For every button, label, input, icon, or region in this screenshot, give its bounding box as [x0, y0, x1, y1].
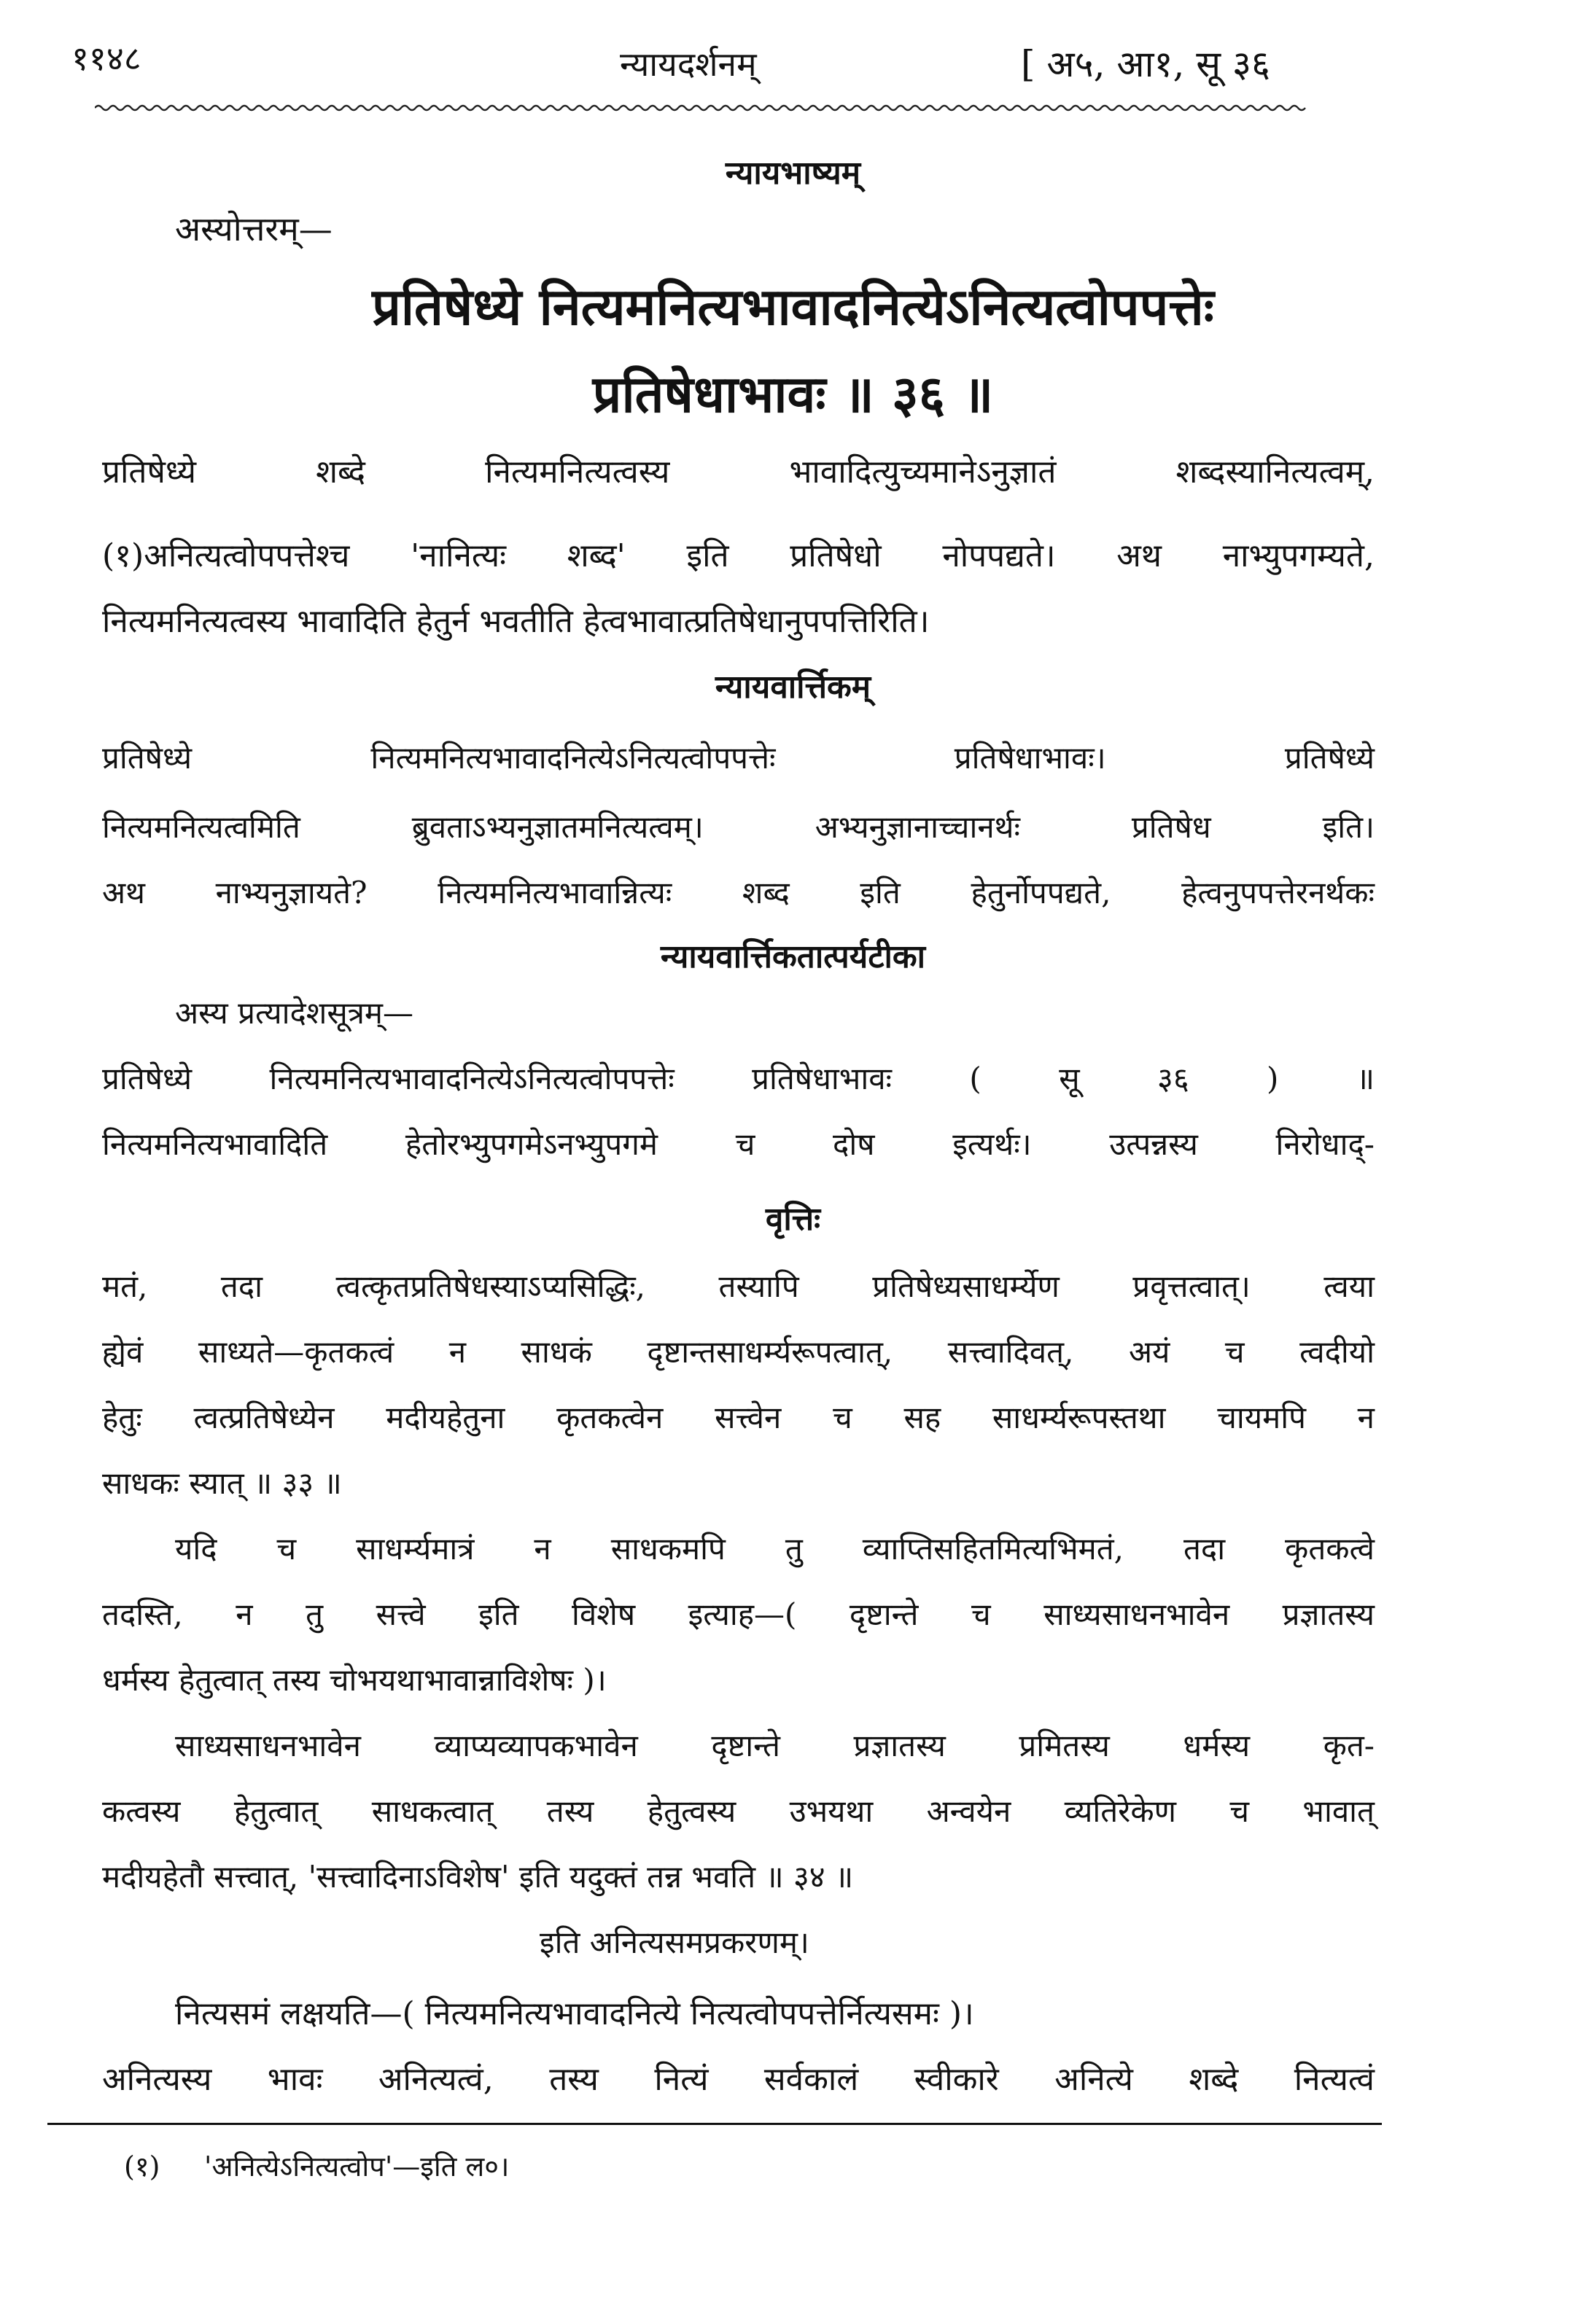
vritti-line: हेतुः त्वत्प्रतिषेध्येन मदीयहेतुना कृतकत्वेन सत्त्वेन च सह साधर्म्यरूपस्तथा चायमपि न: [102, 1400, 1375, 1435]
section-heading-vartika: न्यायवार्त्तिकम्: [715, 668, 871, 706]
vritti-line: तदस्ति, न तु सत्त्वे इति विशेष इत्याह—( दृष्टान्ते च साध्यसाधनभावेन प्रज्ञातस्य: [102, 1596, 1375, 1632]
footnote-marker: (१): [124, 2151, 160, 2183]
bhashya-line: (१)अनित्यत्वोपपत्तेश्च 'नानित्यः शब्द' इति प्रतिषेधो नोपपद्यते। अथ नाभ्युपगम्यते,: [102, 537, 1375, 574]
footnote-text: 'अनित्येऽनित्यत्वोप'—इति ल०।: [204, 2151, 510, 2183]
header-wavy-rule: [95, 102, 1378, 114]
bhashya-intro: अस्योत्तरम्—: [175, 209, 333, 249]
vritti-line: मतं, तदा त्वत्कृतप्रतिषेधस्याऽप्यसिद्धिः, तस्यापि प्रतिषेध्यसाधर्म्येण प्रवृत्तत्वात्। त्वया: [102, 1268, 1375, 1304]
sutra-line-2: प्रतिषेधाभावः ॥ ३६ ॥: [592, 364, 994, 424]
tika-line: प्रतिषेध्ये नित्यमनित्यभावादनित्येऽनित्यत्वोपपत्तेः प्रतिषेधाभावः ( सू ३६ ) ॥: [102, 1061, 1375, 1096]
bhashya-line: प्रतिषेध्ये शब्दे नित्यमनित्यत्वस्य भावादित्युच्यमानेऽनुज्ञातं शब्दस्यानित्यत्वम्,: [102, 453, 1375, 491]
sutra-reference: [ अ५, आ१, सू ३६: [1021, 43, 1270, 85]
tika-intro: अस्य प्रत्यादेशसूत्रम्—: [175, 995, 414, 1031]
vritti-line: मदीयहेतौ सत्त्वात्, 'सत्त्वादिनाऽविशेष' इति यदुक्तं तन्न भवति ॥ ३४ ॥: [102, 1859, 854, 1895]
vritti-line: अनित्यस्य भावः अनित्यत्वं, तस्य नित्यं सर्वकालं स्वीकारे अनित्ये शब्दे नित्यत्वं: [102, 2061, 1375, 2098]
vartika-line: अथ नाभ्यनुज्ञायते? नित्यमनित्यभावान्नित्यः शब्द इति हेतुर्नोपपद्यते, हेत्वनुपपत्तेरनर्थकः: [102, 875, 1375, 911]
vritti-line: साध्यसाधनभावेन व्याप्यव्यापकभावेन दृष्टान्ते प्रज्ञातस्य प्रमितस्य धर्मस्य कृत-: [175, 1728, 1375, 1763]
section-heading-tika: न्यायवार्त्तिकतात्पर्यटीका: [660, 938, 926, 975]
section-heading-bhashya: न्यायभाष्यम्: [725, 155, 861, 192]
vritti-line: धर्मस्य हेतुत्वात् तस्य चोभयथाभावान्नाविशेषः )।: [102, 1662, 607, 1698]
bhashya-line: नित्यमनित्यत्वस्य भावादिति हेतुर्न भवतीति हेत्वभावात्प्रतिषेधानुपपत्तिरिति।: [102, 603, 930, 640]
sutra-line-1: प्रतिषेध्ये नित्यमनित्यभावादनित्येऽनित्यत्वोपपत्तेः: [372, 276, 1214, 337]
page-number: ११४८: [71, 39, 141, 78]
vritti-line: कत्वस्य हेतुत्वात् साधकत्वात् तस्य हेतुत्वस्य उभयथा अन्वयेन व्यतिरेकेण च भावात्: [102, 1793, 1375, 1829]
prakarana-end: इति अनित्यसमप्रकरणम्।: [540, 1925, 809, 1960]
vritti-line: ह्येवं साध्यते—कृतकत्वं न साधकं दृष्टान्तसाधर्म्यरूपत्वात्, सत्त्वादिवत्, अयं च त्वदीयो: [102, 1334, 1375, 1370]
footnote-rule: [47, 2123, 1382, 2125]
tika-line: नित्यमनित्यभावादिति हेतोरभ्युपगमेऽनभ्युपगमे च दोष इत्यर्थः। उत्पन्नस्य निरोधाद्-: [102, 1126, 1375, 1162]
vritti-line: साधकः स्यात् ॥ ३३ ॥: [102, 1465, 342, 1501]
vritti-line: यदि च साधर्म्यमात्रं न साधकमपि तु व्याप्तिसहितमित्यभिमतं, तदा कृतकत्वे: [175, 1531, 1375, 1567]
running-title: न्यायदर्शनम्: [620, 44, 757, 84]
vartika-line: प्रतिषेध्ये नित्यमनित्यभावादनित्येऽनित्यत्वोपपत्तेः प्रतिषेधाभावः। प्रतिषेध्ये: [102, 740, 1375, 776]
vritti-line: नित्यसमं लक्षयति—( नित्यमनित्यभावादनित्ये नित्यत्वोपपत्तेर्नित्यसमः )।: [175, 1995, 974, 2032]
section-heading-vritti: वृत्तिः: [765, 1201, 821, 1238]
vartika-line: नित्यमनित्यत्वमिति ब्रुवताऽभ्यनुज्ञातमनित्यत्वम्। अभ्यनुज्ञानाच्चानर्थः प्रतिषेध इति।: [102, 809, 1375, 845]
